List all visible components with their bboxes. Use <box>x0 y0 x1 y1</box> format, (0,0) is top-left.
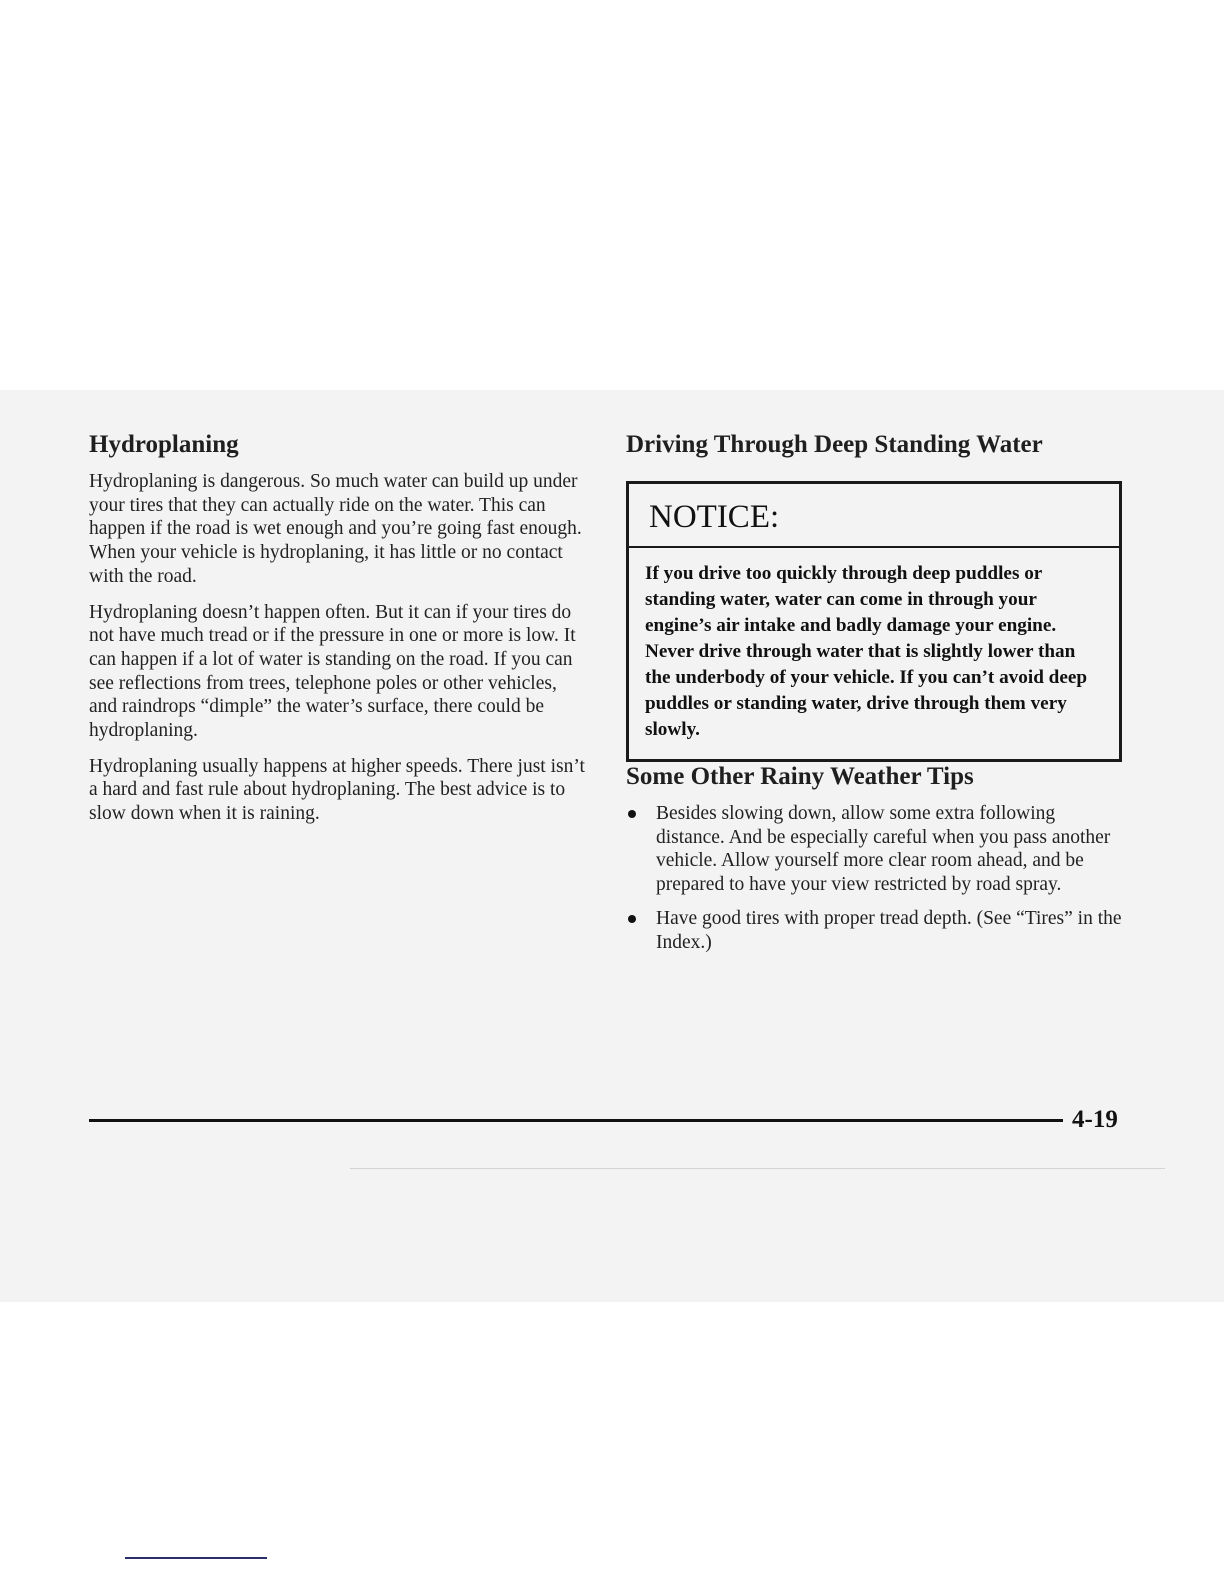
bottom-divider <box>125 1557 267 1559</box>
list-item <box>626 907 1126 954</box>
right-column <box>626 430 1126 964</box>
list-item <box>626 802 1126 897</box>
footer-divider <box>89 1119 1063 1122</box>
hydroplaning-paragraph-1: Hydroplaning is dangerous. So much water can build up under your tires that they can actually ride on the water. This can happen if the road is wet enough and you’re going fast enough. When your vehicle is hydroplaning, it has little or no contact with the road. <box>89 471 582 587</box>
notice-title: NOTICE: <box>629 484 1119 548</box>
hydroplaning-paragraph-2: Hydroplaning doesn’t happen often. But it can if your tires do not have much tread or if the pressure in one or more is low. It can happen if a lot of water is standing on the road. If you can see reflections from trees, telephone poles or other vehicles, and raindrops “dimple” the water’s surface, there could be hydroplaning. <box>89 601 576 742</box>
rainy-tips-list <box>626 802 1126 954</box>
hydroplaning-paragraph-3: Hydroplaning usually happens at higher speeds. There just isn’t a hard and fast rule about hydroplaning. The best advice is to slow down when it is raining. <box>89 755 585 825</box>
left-column <box>89 430 589 838</box>
scan-artifact-line <box>350 1168 1165 1169</box>
notice-box <box>626 481 1122 762</box>
hydroplaning-heading: Hydroplaning <box>89 431 239 458</box>
rainy-tips-heading: Some Other Rainy Weather Tips <box>626 763 974 790</box>
page-number: 4-19 <box>1072 1106 1118 1133</box>
bullet-icon <box>628 810 636 818</box>
notice-text: If you drive too quickly through deep puddles or standing water, water can come in through your engine’s air intake and badly damage your engine. Never drive through water that is slightly lower than the underbody of your vehicle. If you can’t avoid deep puddles or standing water, drive through them very slowly. <box>645 563 1088 740</box>
tip-text: Besides slowing down, allow some extra following distance. And be especially careful when you pass another vehicle. Allow yourself more clear room ahead, and be prepared to have your view restricted by road spray. <box>656 803 1111 896</box>
tip-text: Have good tires with proper tread depth. (See “Tires” in the Index.) <box>656 907 1122 953</box>
deep-water-heading: Driving Through Deep Standing Water <box>626 431 1043 458</box>
bullet-icon <box>628 915 636 923</box>
